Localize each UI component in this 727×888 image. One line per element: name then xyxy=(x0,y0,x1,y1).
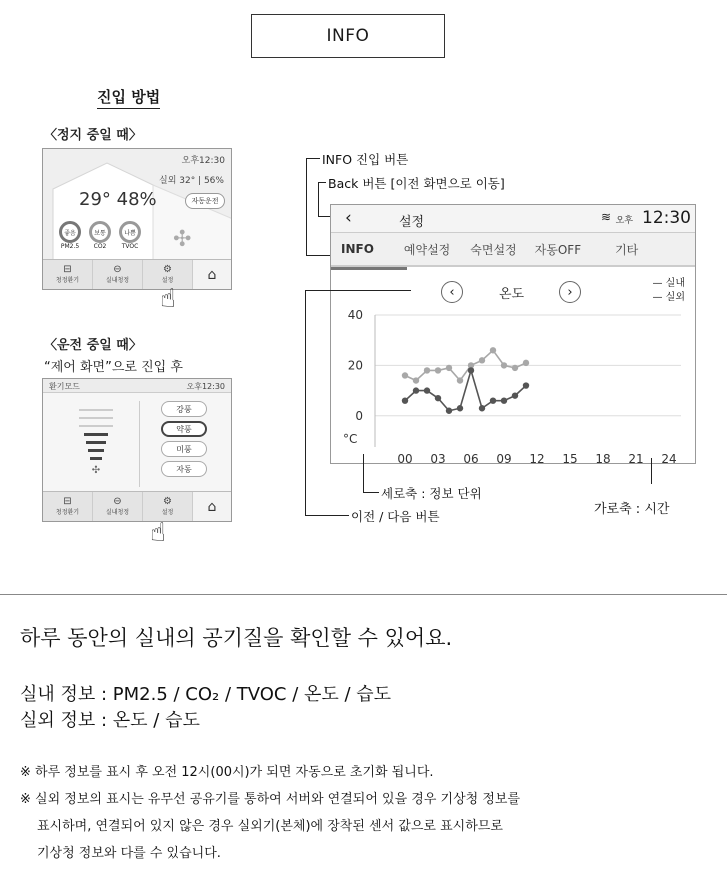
settings-info-screen xyxy=(330,204,696,464)
data-point xyxy=(435,395,441,401)
temperature-chart xyxy=(331,305,697,465)
x-tick-label: 06 xyxy=(463,452,479,465)
circle-co2 xyxy=(89,221,111,250)
device-stopped-screen xyxy=(42,148,232,290)
nav-settings-label: 설정 xyxy=(161,277,174,284)
note-4: 기상청 정보와 다를 수 있습니다. xyxy=(37,846,221,861)
x-tick-label: 21 xyxy=(628,452,644,465)
y-tick-label: 20 xyxy=(347,358,363,373)
running-label: 〈운전 중일 때〉 xyxy=(44,338,142,353)
back-chevron-icon[interactable]: ‹ xyxy=(345,208,352,228)
metric-label: 온도 xyxy=(499,287,525,302)
fan-level-bars xyxy=(79,409,113,476)
nav-clean-vent-label: 청정환기 xyxy=(55,277,80,284)
settings-time: 12:30 xyxy=(642,208,691,228)
gear-icon: ⚙ xyxy=(163,264,172,275)
nav-indoor-clean[interactable] xyxy=(93,492,143,521)
circle-tvoc-label: TVOC xyxy=(121,243,139,250)
settings-topbar xyxy=(331,205,695,233)
callout-line-yaxis-h xyxy=(363,492,379,493)
legend-outdoor-label: 실외 xyxy=(665,292,685,303)
fan-option-strong[interactable]: 강풍 xyxy=(161,401,207,417)
data-point xyxy=(457,405,463,411)
x-tick-label: 00 xyxy=(397,452,413,465)
data-point xyxy=(446,365,452,371)
home-icon: ⌂ xyxy=(207,266,217,283)
tap-hand-icon: ☝ xyxy=(150,518,166,548)
chart-legend xyxy=(652,277,685,305)
y-tick-label: 40 xyxy=(347,308,363,322)
x-tick-label: 12 xyxy=(529,452,545,465)
callout-line-yaxis-v xyxy=(363,454,364,492)
data-point xyxy=(512,392,518,398)
nav-clean-vent[interactable] xyxy=(43,492,93,521)
device-running-screen xyxy=(42,378,232,522)
vent-icon: ⊟ xyxy=(63,496,72,507)
indoor-clean-icon: ⊖ xyxy=(113,496,122,507)
prev-button[interactable] xyxy=(441,281,463,303)
note-3: 표시하며, 연결되어 있지 않은 경우 실외기(본체)에 장착된 센서 값으로 표시하므로 xyxy=(37,819,503,834)
fan-option-weak[interactable]: 약풍 xyxy=(161,421,207,437)
auto-run-button[interactable]: 자동운전 xyxy=(185,193,225,209)
info-title: INFO xyxy=(326,26,370,46)
nav-indoor-clean[interactable] xyxy=(93,260,143,289)
callout-y-axis: 세로축 : 정보 단위 xyxy=(381,486,482,501)
data-point xyxy=(479,357,485,363)
next-button[interactable] xyxy=(559,281,581,303)
callout-line-prev-next-h xyxy=(305,290,411,291)
callout-back-button: Back 버튼 [이전 화면으로 이동] xyxy=(328,176,505,191)
legend-indoor: — 실내 xyxy=(652,278,685,289)
tab-sleep[interactable]: 숙면설정 xyxy=(470,242,517,257)
data-point xyxy=(501,362,507,368)
data-point xyxy=(468,367,474,373)
callout-info-entry: INFO 진입 버튼 xyxy=(322,152,409,167)
vent-icon: ⊟ xyxy=(63,264,72,275)
stopped-navbar xyxy=(43,259,231,289)
tap-hand-icon: ☝ xyxy=(160,284,176,314)
callout-line-info-h xyxy=(306,158,320,159)
tab-auto-off[interactable]: 자동OFF xyxy=(534,242,582,257)
x-tick-label: 15 xyxy=(562,452,578,465)
circle-co2-label: CO2 xyxy=(93,243,107,250)
running-navbar xyxy=(43,491,231,521)
home-button[interactable] xyxy=(193,260,231,289)
data-point xyxy=(479,405,485,411)
fan-speed-options xyxy=(161,401,207,477)
tab-reservation[interactable]: 예약설정 xyxy=(403,242,451,257)
gear-icon: ⚙ xyxy=(163,496,172,507)
data-point xyxy=(501,397,507,403)
chevron-right-icon: › xyxy=(567,284,573,300)
stopped-outdoor: 실외 32° | 56% xyxy=(159,176,224,186)
fan-icon: ✣ xyxy=(173,227,192,252)
settings-tabs xyxy=(331,233,695,267)
fan-option-auto[interactable]: 자동 xyxy=(161,461,207,477)
stopped-indoor-temp: 29° 48% xyxy=(79,189,157,210)
tab-info[interactable]: INFO xyxy=(341,242,374,256)
stopped-time: 오후12:30 xyxy=(181,156,225,166)
info-title-box xyxy=(251,14,445,58)
fan-option-breeze[interactable]: 미풍 xyxy=(161,441,207,457)
series-line xyxy=(405,370,526,410)
circle-tvoc xyxy=(119,221,141,250)
wifi-icon: ≋ xyxy=(600,210,611,224)
indoor-clean-icon: ⊖ xyxy=(113,264,122,275)
nav-settings-label: 설정 xyxy=(161,509,174,516)
legend-indoor-label: 실내 xyxy=(665,278,685,289)
data-point xyxy=(446,408,452,414)
callout-line-xaxis xyxy=(651,458,652,484)
data-point xyxy=(402,397,408,403)
air-quality-circles xyxy=(59,221,141,250)
nav-indoor-clean-label: 실내청정 xyxy=(105,509,130,516)
tab-info-underline xyxy=(331,267,407,270)
y-unit-label: °C xyxy=(343,432,358,446)
data-point xyxy=(457,377,463,383)
x-tick-label: 09 xyxy=(496,452,512,465)
data-point xyxy=(424,387,430,393)
indoor-info: 실내 정보 : PM2.5 / CO₂ / TVOC / 온도 / 습도 xyxy=(20,684,392,705)
data-point xyxy=(402,372,408,378)
section-divider xyxy=(0,594,727,595)
entry-method-title: 진입 방법 xyxy=(97,86,160,109)
callout-line-prev-next-v xyxy=(305,290,306,515)
callout-line-prev-next-end xyxy=(305,515,349,516)
data-point xyxy=(523,382,529,388)
data-point xyxy=(413,377,419,383)
x-tick-label: 03 xyxy=(430,452,446,465)
fan-small-icon: ✣ xyxy=(91,465,101,476)
callout-line-back xyxy=(318,182,319,217)
y-tick-label: 0 xyxy=(355,408,363,423)
outdoor-info: 실외 정보 : 온도 / 습도 xyxy=(20,710,200,731)
data-point xyxy=(490,347,496,353)
main-headline: 하루 동안의 실내의 공기질을 확인할 수 있어요. xyxy=(20,626,453,650)
nav-clean-vent-label: 청정환기 xyxy=(55,509,80,516)
x-tick-label: 24 xyxy=(661,452,677,465)
running-note: “제어 화면”으로 진입 후 xyxy=(44,360,183,375)
x-tick-label: 18 xyxy=(595,452,611,465)
data-point xyxy=(413,387,419,393)
settings-title: 설정 xyxy=(399,215,425,230)
stopped-label: 〈정지 중일 때〉 xyxy=(44,128,142,143)
nav-clean-vent[interactable] xyxy=(43,260,93,289)
data-point xyxy=(512,365,518,371)
chevron-left-icon: ‹ xyxy=(449,284,455,300)
time-prefix: 오후 xyxy=(615,216,633,226)
callout-prev-next: 이전 / 다음 버튼 xyxy=(351,509,440,524)
home-button[interactable] xyxy=(193,492,231,521)
callout-line-info xyxy=(306,158,307,255)
callout-x-axis: 가로축 : 시간 xyxy=(594,502,670,517)
data-point xyxy=(424,367,430,373)
legend-outdoor: — 실외 xyxy=(652,292,685,303)
data-point xyxy=(523,360,529,366)
circle-pm25 xyxy=(59,221,81,250)
callout-line-back-h xyxy=(318,182,326,183)
running-mode: 환기모드 xyxy=(49,382,80,391)
running-time: 오후12:30 xyxy=(186,382,225,391)
note-1: ※ 하루 정보를 표시 후 오전 12시(00시)가 되면 자동으로 초기화 됩니다. xyxy=(20,765,434,780)
note-2: ※ 실외 정보의 표시는 유무선 공유기를 통하여 서버와 연결되어 있을 경우 기상청 정보를 xyxy=(20,792,521,807)
nav-settings[interactable] xyxy=(143,492,193,521)
tab-etc[interactable]: 기타 xyxy=(615,242,639,257)
data-point xyxy=(490,397,496,403)
data-point xyxy=(435,367,441,373)
circle-pm25-label: PM2.5 xyxy=(60,243,80,250)
circle-co2-value: 보통 xyxy=(89,221,111,243)
circle-tvoc-value: 나쁨 xyxy=(119,221,141,243)
nav-indoor-clean-label: 실내청정 xyxy=(105,277,130,284)
circle-pm25-value: 좋음 xyxy=(59,221,81,243)
home-icon: ⌂ xyxy=(207,498,217,515)
